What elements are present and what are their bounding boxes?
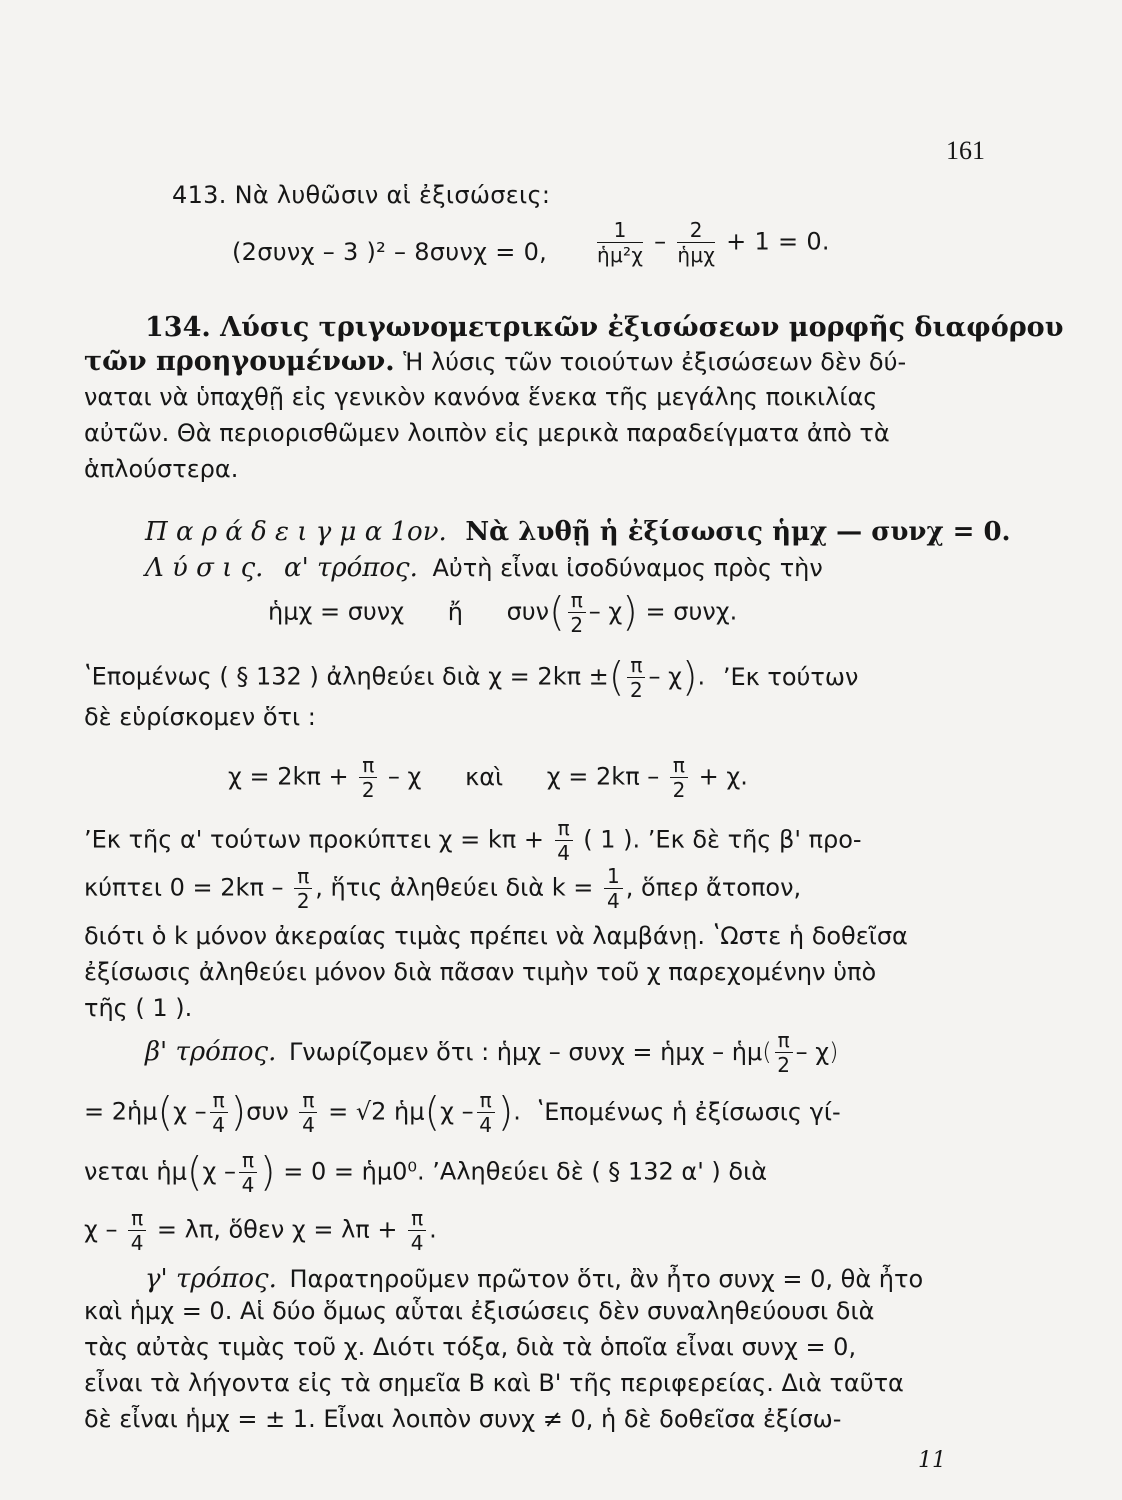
method-c-line5: δὲ εἶναι ἡμχ = ± 1. Εἶναι λοιπὸν συνχ ≠ 0, ἡ δὲ δοθεῖσα ἐξίσω-: [84, 1405, 842, 1433]
tis-line: τῆς ( 1 ).: [84, 994, 193, 1022]
example-1-title: Π α ρ ά δ ε ι γ μ α 1ον. Νὰ λυθῇ ἡ ἐξίσωσις ἡμχ — συνχ = 0.: [145, 517, 1011, 547]
equation-c: = 2ἡμ(χ – $\frac{\pi}{4}$ )συν $\frac{\pi}{4}$ = √2 ἡμ(χ – $\frac{\pi}{4}$ ). ʽΕπομένως ἡ ἐξίσωσις γί-: [84, 1088, 841, 1137]
equation-b: χ = 2kπ + $\frac{\pi}{2}$ – χ καὶ χ = 2kπ – $\frac{\pi}{2}$ + χ.: [228, 753, 748, 802]
fraction: $\frac{2}{\text{ἡμχ}}$: [677, 218, 716, 267]
fraction: $\frac{\pi}{4}$: [555, 818, 573, 863]
kyptei-line: κύπτει 0 = 2kπ – $\frac{\pi}{2}$ , ἥτις ἀληθεύει διὰ k = $\frac{1}{4}$ , ὅπερ ἄτοπον,: [84, 864, 802, 913]
fraction: $\frac{1}{4}$: [604, 866, 623, 911]
method-b-line: β' τρόπος. Γνωρίζομεν ὅτι : ἡμχ – συνχ = ἡμχ – ἡμ( $\frac{\pi}{2}$ – χ): [145, 1028, 839, 1077]
method-c-line3: τὰς αὐτὰς τιμὰς τοῦ χ. Διότι τόξα, διὰ τὰ ὁποῖα εἶναι συνχ = 0,: [84, 1333, 857, 1361]
section-134-line5: ἁπλούστερα.: [84, 455, 239, 483]
fraction: $\frac{\pi}{4}$: [239, 1150, 257, 1195]
section-134-line4: αὐτῶν. Θὰ περιορισθῶμεν λοιπὸν εἰς μερικὰ παραδείγματα ἀπὸ τὰ: [84, 419, 890, 447]
fraction: $\frac{\pi}{4}$: [128, 1208, 146, 1253]
method-c-line2: καὶ ἡμχ = 0. Αἱ δύο ὅμως αὗται ἐξισώσεις δὲν συναληθεύουσι διὰ: [84, 1297, 875, 1325]
fraction: $\frac{\pi}{4}$: [408, 1208, 426, 1253]
equation-a: ἡμχ = συνχ ἤ συν( $\frac{\pi}{2}$ – χ) = συνχ.: [268, 588, 738, 637]
exercise-413-eq2: $\frac{1}{\text{ἡμ²χ}}$ – $\frac{2}{\text{ἡμχ}}$ + 1 = 0.: [597, 218, 830, 267]
method-c-line4: εἶναι τὰ λήγοντα εἰς τὰ σημεῖα Β καὶ Β' τῆς περιφερείας. Διὰ ταῦτα: [84, 1369, 904, 1397]
epomenos-line: ʽΕπομένως ( § 132 ) ἀληθεύει διὰ χ = 2kπ ±( $\frac{\pi}{2}$ – χ). ʼΕκ τούτων: [84, 653, 859, 702]
netai-line: νεται ἡμ(χ – $\frac{\pi}{4}$ ) = 0 = ἡμ0⁰. ʼΑληθεύει δὲ ( § 132 α' ) διὰ: [84, 1148, 768, 1197]
exercise-413-label: 413. Νὰ λυθῶσιν αἱ ἐξισώσεις:: [172, 181, 551, 209]
exercise-413-eq1: (2συνχ – 3 )² – 8συνχ = 0,: [232, 238, 548, 266]
signature-number: 11: [918, 1448, 946, 1473]
final-line: χ – $\frac{\pi}{4}$ = λπ, ὅθεν χ = λπ + $\frac{\pi}{4}$ .: [84, 1206, 437, 1255]
fraction: $\frac{\pi}{2}$: [627, 655, 645, 700]
fraction: $\frac{\pi}{2}$: [670, 755, 688, 800]
fraction: $\frac{\pi}{2}$: [294, 866, 312, 911]
fraction: $\frac{\pi}{2}$: [568, 590, 586, 635]
fraction: $\frac{1}{\text{ἡμ²χ}}$: [597, 218, 644, 267]
fraction: $\frac{\pi}{4}$: [210, 1090, 228, 1135]
fraction: $\frac{\pi}{4}$: [299, 1090, 317, 1135]
lysis-line: Λ ύ σ ι ς. α' τρόπος. Αὐτὴ εἶναι ἰσοδύναμος πρὸς τὴν: [145, 553, 823, 583]
section-134-line3: ναται νὰ ὑπαχθῇ εἰς γενικὸν κανόνα ἕνεκα τῆς μεγάλης ποικιλίας: [84, 383, 878, 411]
fraction: $\frac{\pi}{2}$: [775, 1030, 793, 1075]
dioti-line: διότι ὁ k μόνον ἀκεραίας τιμὰς πρέπει νὰ λαμβάνῃ. ʽΩστε ἡ δοθεῖσα: [84, 922, 908, 950]
fraction: $\frac{\pi}{2}$: [359, 755, 377, 800]
section-134-line2: τῶν προηγουμένων. Ἡ λύσις τῶν τοιούτων ἐξισώσεων δὲν δύ-: [84, 346, 907, 377]
fraction: $\frac{\pi}{4}$: [477, 1090, 495, 1135]
page-number: 161: [946, 136, 985, 165]
method-c-line: γ' τρόπος. Παρατηροῦμεν πρῶτον ὅτι, ἂν ἦτο συνχ = 0, θὰ ἦτο: [145, 1264, 924, 1294]
ek-a-line: ʼΕκ τῆς α' τούτων προκύπτει χ = kπ + $\frac{\pi}{4}$ ( 1 ). ʼΕκ δὲ τῆς β' προ-: [84, 816, 862, 865]
exisosis-line: ἐξίσωσις ἀληθεύει μόνον διὰ πᾶσαν τιμὴν τοῦ χ παρεχομένην ὑπὸ: [84, 958, 877, 986]
section-134-heading: 134. Λύσις τριγωνομετρικῶν ἐξισώσεων μορφῆς διαφόρου: [145, 312, 1064, 343]
de-line: δὲ εὑρίσκομεν ὅτι :: [84, 703, 316, 731]
